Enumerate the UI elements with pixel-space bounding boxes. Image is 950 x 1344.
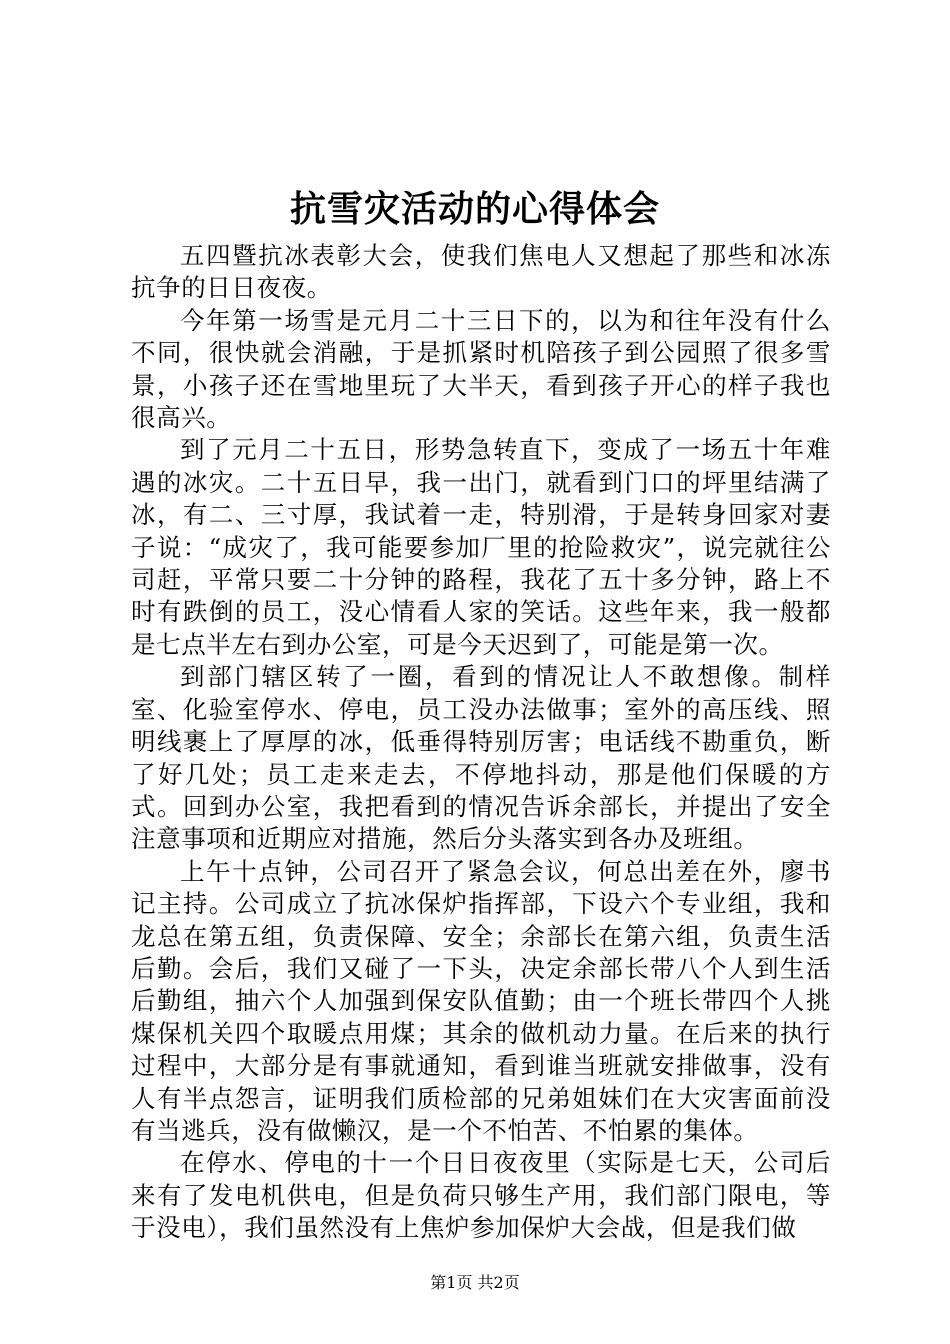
paragraph: 到部门辖区转了一圈，看到的情况让人不敢想像。制样室、化验室停水、停电，员工没办法做事；室外的高压线、照明线裹上了厚厚的冰，低垂得特别厉害；电话线不勘重负，断了好几处；员工走来走去，不停地抖动，那是他们保暖的方式。回到办公室，我把看到的情况告诉余部长，并提出了安全注意事项和近期应对措施，然后分头落实到各办及班组。 bbox=[131, 662, 831, 854]
paragraph: 五四暨抗冰表彰大会，使我们焦电人又想起了那些和冰冻抗争的日日夜夜。 bbox=[131, 241, 831, 303]
paragraph: 到了元月二十五日，形势急转直下，变成了一场五十年难遇的冰灾。二十五日早，我一出门，就看到门口的坪里结满了冰，有二、三寸厚，我试着一走，特别滑，于是转身回家对妻子说：“成灾了，我可能要参加厂里的抢险救灾”，说完就往公司赶，平常只要二十分钟的路程，我花了五十多分钟，路上不时有跌倒的员工，没心情看人家的笑话。这些年来，我一般都是七点半左右到办公室，可是今天迟到了，可能是第一次。 bbox=[131, 435, 831, 659]
document-title: 抗雪灾活动的心得体会 bbox=[289, 188, 660, 230]
paragraph: 上午十点钟，公司召开了紧急会议，何总出差在外，廖书记主持。公司成立了抗冰保炉指挥部，下设六个专业组，我和龙总在第五组，负责保障、安全；余部长在第六组，负责生活后勤。会后，我们又碰了一下头，决定余部长带八个人到生活后勤组，抽六个人加强到保安队值勤；由一个班长带四个人挑煤保机关四个取暖点用煤；其余的做机动力量。在后来的执行过程中，大部分是有事就通知，看到谁当班就安排做事，没有人有半点怨言，证明我们质检部的兄弟姐妹们在大灾害面前没有当逃兵，没有做懒汉，是一个不怕苦、不怕累的集体。 bbox=[131, 856, 831, 1145]
document-body bbox=[131, 240, 831, 1245]
paragraph: 在停水、停电的十一个日日夜夜里（实际是七天，公司后来有了发电机供电，但是负荷只够生产用，我们部门限电，等于没电），我们虽然没有上焦炉参加保炉大会战，但是我们做 bbox=[131, 1148, 831, 1243]
page-footer: 第1页 共2页 bbox=[430, 1273, 520, 1292]
paragraph: 今年第一场雪是元月二十三日下的，以为和往年没有什么不同，很快就会消融，于是抓紧时机陪孩子到公园照了很多雪景，小孩子还在雪地里玩了大半天，看到孩子开心的样子我也很高兴。 bbox=[131, 305, 831, 433]
